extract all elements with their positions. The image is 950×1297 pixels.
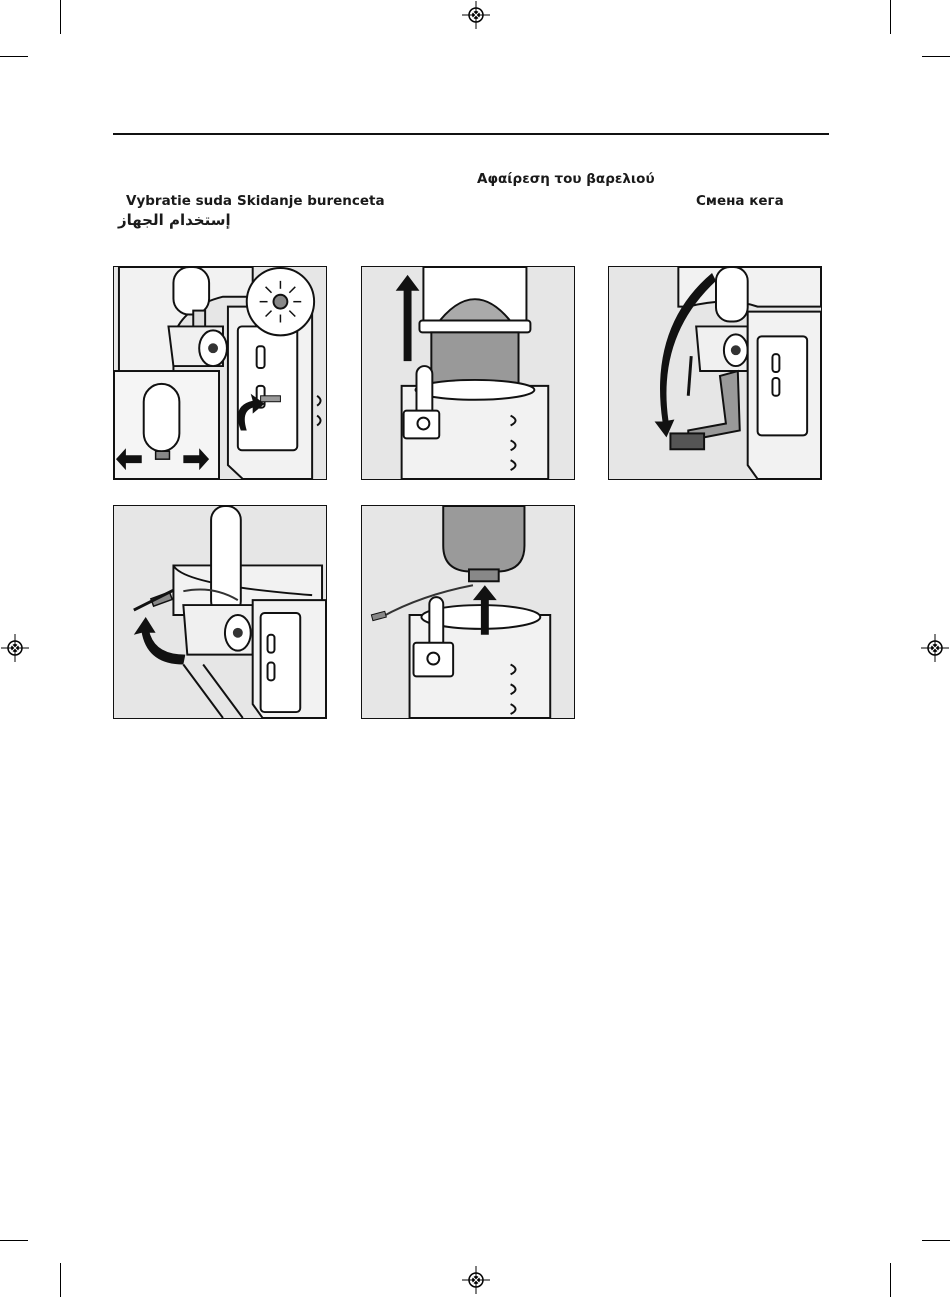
illustration-step-1	[113, 266, 327, 480]
lift-keg-icon	[362, 506, 574, 718]
header-rule	[113, 133, 829, 135]
heading-slovak: Vybratie suda	[126, 193, 233, 209]
lift-cover-icon	[362, 267, 574, 479]
crop-mark	[922, 1240, 950, 1241]
crop-mark	[60, 0, 61, 34]
registration-mark-icon	[462, 1, 490, 29]
illustration-step-4	[113, 505, 327, 719]
illustration-step-2	[361, 266, 575, 480]
heading-russian: Смена кега	[696, 193, 784, 209]
registration-mark-icon	[1, 634, 29, 662]
remove-tube-icon	[114, 506, 326, 718]
tap-lever-and-keg-release-icon	[114, 267, 326, 479]
crop-mark	[890, 1263, 891, 1297]
heading-croatian: Skidanje burenceta	[237, 193, 385, 209]
lower-tap-arm-icon	[609, 267, 821, 479]
heading-greek: Αφαίρεση του βαρελιού	[477, 171, 655, 187]
crop-mark	[922, 56, 950, 57]
heading-arabic: إستخدام الجهاز	[118, 211, 231, 229]
crop-mark	[890, 0, 891, 34]
crop-mark	[0, 1240, 28, 1241]
illustration-step-3	[608, 266, 822, 480]
registration-mark-icon	[462, 1266, 490, 1294]
crop-mark	[60, 1263, 61, 1297]
illustration-step-5	[361, 505, 575, 719]
crop-mark	[0, 56, 28, 57]
registration-mark-icon	[921, 634, 949, 662]
